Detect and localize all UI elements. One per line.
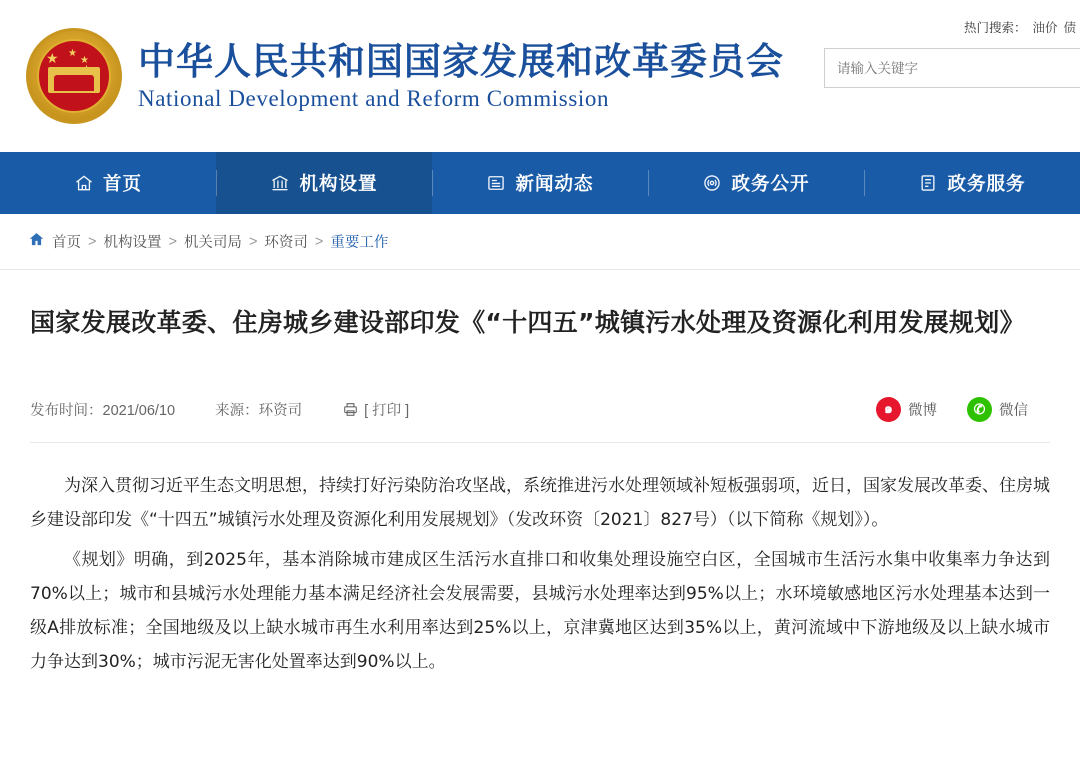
article-meta (30, 399, 1050, 420)
nav-item-news[interactable] (432, 152, 648, 214)
share-weibo-label: 微博 (908, 402, 937, 419)
breadcrumb-sep: > (88, 233, 97, 250)
breadcrumb-item-4[interactable]: 重要工作 (330, 235, 389, 251)
nav-item-home[interactable] (0, 152, 216, 214)
wechat-icon: ✆ (967, 397, 992, 422)
share-weibo-button[interactable] (876, 397, 937, 422)
national-emblem-icon: ★ ★ ★ (26, 28, 122, 124)
home-icon (28, 231, 45, 253)
article-paragraph: 为深入贯彻习近平生态文明思想，持续打好污染防治攻坚战，系统推进污水处理领域补短板强弱项，近日，国家发展改革委、住房城乡建设部印发《“十四五”城镇污水处理及资源化利用发展规划》（发改环资〔2021〕827号）（以下简称《规划》）。 (30, 475, 1050, 530)
nav-item-org[interactable] (216, 152, 432, 214)
hot-search-term-1[interactable]: 债 (1063, 21, 1076, 35)
breadcrumb-sep: > (168, 233, 177, 250)
nav-label-home: 首页 (102, 174, 142, 195)
hot-search-label: 热门搜索： (963, 21, 1027, 35)
bank-icon (270, 173, 290, 193)
nav-item-affairs-open[interactable] (648, 152, 864, 214)
publish-time: 发布时间：2021/06/10 (30, 402, 176, 419)
nav-label-org: 机构设置 (299, 174, 378, 195)
share-wechat-label: 微信 (999, 402, 1028, 419)
article-source: 来源：环资司 (215, 402, 303, 419)
main-nav (0, 152, 1080, 214)
share-bar (876, 397, 1028, 422)
breadcrumb-bar (0, 214, 1080, 270)
breadcrumb-item-1[interactable]: 机构设置 (103, 235, 162, 251)
nav-label-affairs-service: 政务服务 (947, 174, 1026, 195)
hot-search-term-0[interactable]: 油价 (1032, 21, 1058, 35)
home-icon (74, 173, 94, 193)
article-paragraph: 《规划》明确，到2025年，基本消除城市建成区生活污水直排口和收集处理设施空白区，全国城市生活污水集中收集率力争达到70%以上；城市和县城污水处理能力基本满足经济社会发展需要，县城污水处理率达到95%以上；水环境敏感地区污水处理基本达到一级A排放标准；全国地级及以上缺水城市再生水利用率达到25%以上，京津冀地区达到35%以上，黄河流域中下游地级及以上缺水城市力争达到30%；城市污泥无害化处置率达到90%以上。 (30, 549, 1050, 672)
breadcrumb-item-3[interactable]: 环资司 (264, 235, 308, 251)
article-body (30, 469, 1050, 679)
site-title-en: National Development and Reform Commission (138, 86, 610, 112)
printer-icon (342, 402, 358, 416)
site-title-block (138, 40, 784, 112)
search-area (830, 18, 1080, 88)
hot-search-row (830, 18, 1080, 36)
meta-divider (30, 442, 1050, 443)
document-icon (918, 173, 938, 193)
page-title: 国家发展改革委、住房城乡建设部印发《“十四五”城镇污水处理及资源化利用发展规划》 (30, 308, 1025, 337)
breadcrumb (28, 231, 388, 253)
breadcrumb-item-0[interactable]: 首页 (52, 235, 81, 251)
article (0, 270, 1080, 679)
search-input[interactable] (835, 60, 1073, 77)
breadcrumb-sep: > (248, 233, 258, 250)
weibo-icon: ๑ (876, 397, 901, 422)
search-box[interactable] (824, 48, 1080, 88)
nav-label-news: 新闻动态 (515, 174, 594, 195)
nav-item-affairs-service[interactable] (864, 152, 1080, 214)
news-icon (486, 173, 506, 193)
breadcrumb-sep: > (314, 233, 324, 250)
broadcast-icon (702, 173, 722, 193)
share-wechat-button[interactable] (967, 397, 1028, 422)
print-label: [ 打印 ] (364, 402, 410, 419)
print-button[interactable] (342, 399, 409, 420)
nav-label-affairs-open: 政务公开 (731, 174, 810, 195)
site-title-cn: 中华人民共和国国家发展和改革委员会 (138, 39, 784, 83)
breadcrumb-item-2[interactable]: 机关司局 (183, 235, 242, 251)
site-header (0, 0, 1080, 152)
